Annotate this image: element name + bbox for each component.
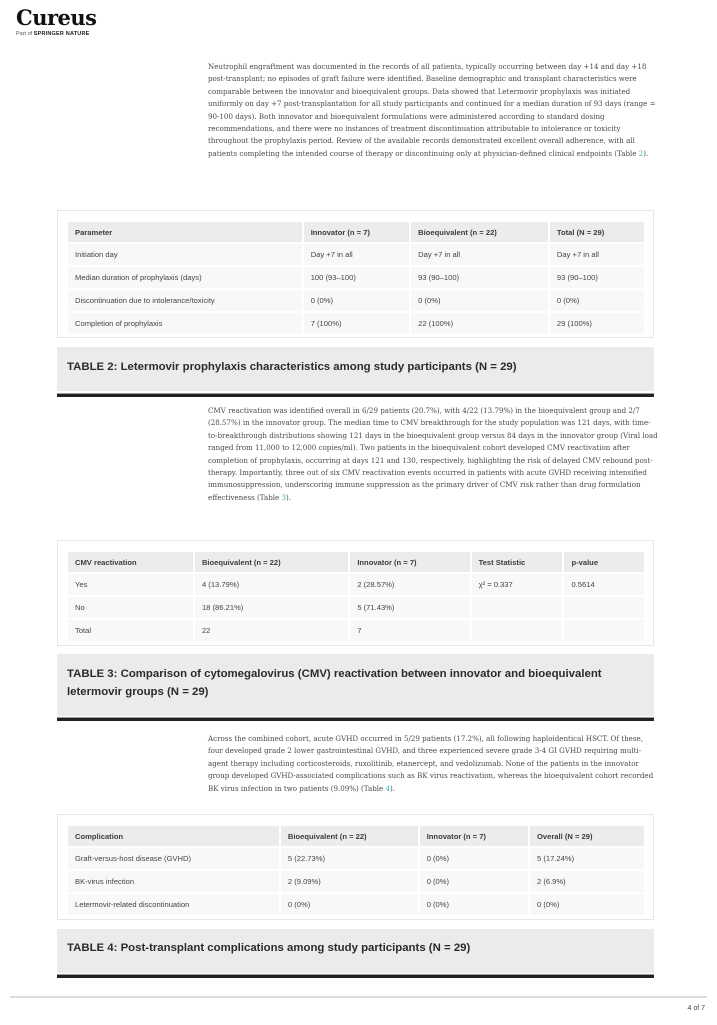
logo-sub-brand: SPRINGER NATURE (33, 31, 90, 37)
column-header: p-value (564, 552, 644, 572)
table-cell: 5 (22.73%) (281, 848, 418, 869)
footer-divider (10, 996, 707, 998)
table-3 (66, 550, 646, 643)
table-cell: Day +7 in all (411, 244, 548, 265)
table-cell: 2 (6.9%) (530, 871, 644, 892)
table-cell: 0 (0%) (530, 894, 644, 915)
caption-label: TABLE 3: (67, 668, 118, 680)
table-cell: 29 (100%) (550, 313, 644, 334)
table-row (68, 290, 644, 311)
table-4-card (57, 814, 654, 920)
cureus-logo (16, 6, 97, 37)
table-cell: 4 (13.79%) (195, 574, 348, 595)
table-4-caption (57, 929, 654, 973)
table-3-card (57, 540, 654, 646)
table-cell: 7 (100%) (304, 313, 409, 334)
table-cell: Letermovir-related discontinuation (68, 894, 279, 915)
table-row (68, 313, 644, 334)
caption-label: TABLE 2: (67, 361, 118, 373)
table-row (68, 597, 644, 618)
table-2 (66, 220, 646, 336)
table-cell: 22 (100%) (411, 313, 548, 334)
paragraph-tail: ). (286, 492, 292, 502)
table-row (68, 244, 644, 265)
table-cell: 22 (195, 620, 348, 641)
body-paragraph-1 (208, 61, 660, 160)
table-cell: 2 (28.57%) (350, 574, 469, 595)
column-header: Innovator (n = 7) (304, 222, 409, 242)
column-header: CMV reactivation (68, 552, 193, 572)
table-cell: 18 (86.21%) (195, 597, 348, 618)
table-2-card (57, 210, 654, 338)
caption-label: TABLE 4: (67, 942, 118, 954)
paragraph-text: Neutrophil engraftment was documented in the records of all patients, typically occurring between day +14 and day +18 post-transplant; no episodes of graft failure were identified. Baseline demographic and transplant characteristics were comparable between the innovator and bioequivalent groups. Data showed that Letermovir prophylaxis was initiated uniformly on day +7 post-transplantation for all study participants and continued for a median duration of 93 days (range = 90-100 days). Both innovator and bioequivalent formulations were administered according to standard dosing recommendations, and there were no instances of treatment discontinuation attributable to intolerance or toxicity throughout the prophylaxis period. Review of the available records demonstrated excellent overall adherence, with all patients completing the intended course of therapy or discontinuing only at physician-defined clinical endpoints (Table (208, 62, 656, 158)
column-header: Bioequivalent (n = 22) (281, 826, 418, 846)
table-header-row (68, 222, 644, 242)
table-reference-link[interactable]: 3 (281, 492, 286, 502)
table-cell: 7 (350, 620, 469, 641)
table-cell: Day +7 in all (304, 244, 409, 265)
caption-divider (57, 974, 654, 978)
table-cell (564, 620, 644, 641)
table-cell (472, 597, 563, 618)
column-header: Parameter (68, 222, 302, 242)
table-cell: Initiation day (68, 244, 302, 265)
column-header: Total (N = 29) (550, 222, 644, 242)
table-header-row (68, 826, 644, 846)
table-cell: Day +7 in all (550, 244, 644, 265)
table-row (68, 267, 644, 288)
table-row (68, 620, 644, 641)
table-cell: 0 (0%) (420, 894, 528, 915)
table-cell: 0 (0%) (420, 848, 528, 869)
table-cell (472, 620, 563, 641)
table-cell: 0.5614 (564, 574, 644, 595)
paragraph-tail: ). (643, 148, 649, 158)
table-reference-link[interactable]: 4 (385, 783, 390, 793)
body-paragraph-2 (208, 405, 660, 504)
table-reference-link[interactable]: 2 (638, 148, 644, 158)
caption-divider (57, 393, 654, 397)
column-header: Innovator (n = 7) (420, 826, 528, 846)
table-cell: 0 (0%) (411, 290, 548, 311)
body-paragraph-3 (208, 733, 660, 795)
table-3-caption (57, 654, 654, 716)
table-row (68, 574, 644, 595)
table-cell: 0 (0%) (420, 871, 528, 892)
paragraph-tail: ). (389, 783, 396, 793)
page-number: 4 of 7 (687, 1005, 705, 1012)
table-cell: 100 (93–100) (304, 267, 409, 288)
table-cell: Median duration of prophylaxis (days) (68, 267, 302, 288)
table-cell: No (68, 597, 193, 618)
caption-text: Post-transplant complications among study participants (N = 29) (117, 942, 471, 954)
caption-text: Letermovir prophylaxis characteristics among study participants (N = 29) (117, 361, 517, 373)
table-cell: 0 (0%) (550, 290, 644, 311)
caption-text: Comparison of cytomegalovirus (CMV) reactivation between innovator and bioequivalent letermovir groups (N = 29) (67, 668, 602, 698)
table-cell: χ² = 0.337 (472, 574, 563, 595)
table-cell: 0 (0%) (281, 894, 418, 915)
table-header-row (68, 552, 644, 572)
table-cell: BK-virus infection (68, 871, 279, 892)
table-4 (66, 824, 646, 917)
table-cell: Completion of prophylaxis (68, 313, 302, 334)
table-cell: Discontinuation due to intolerance/toxicity (68, 290, 302, 311)
table-cell: Graft-versus-host disease (GVHD) (68, 848, 279, 869)
column-header: Test Statistic (472, 552, 563, 572)
table-cell: Yes (68, 574, 193, 595)
column-header: Overall (N = 29) (530, 826, 644, 846)
paragraph-text: Across the combined cohort, acute GVHD occurred in 5/29 patients (17.2%), all following haploidentical HSCT. Of these, four developed grade 2 lower gastrointestinal GVHD, and three experienced severe grade 3-4 GI GVHD requiring multi-agent therapy including corticosteroids, ruxolitinib, etanercept, and vedolizumab. None of the patients in the innovator group developed GVHD-associated complications such as BK virus reactivation, whereas the bioequivalent cohort recorded BK virus infection in two patients (9.09%) (Table (208, 734, 654, 793)
table-cell: 5 (71.43%) (350, 597, 469, 618)
column-header: Bioequivalent (n = 22) (411, 222, 548, 242)
logo-subtitle (16, 31, 97, 37)
column-header: Innovator (n = 7) (350, 552, 469, 572)
table-cell: 2 (9.09%) (281, 871, 418, 892)
table-cell: 93 (90–100) (411, 267, 548, 288)
paragraph-text: CMV reactivation was identified overall in 6/29 patients (20.7%), with 4/22 (13.79%) in the bioequivalent group and 2/7 (28.57%) in the innovator group. The median time to CMV breakthrough for the study population was 121 days, with time-to-breakthrough distributions showing 121 days in the bioequivalent group versus 84 days in the innovator group (Viral load ranged from 11,000 to 12,000 copies/ml). Two patients in the bioequivalent cohort developed CMV reactivation after completion of prophylaxis, occurring at days 121 and 130, respectively, highlighting the risk of delayed CMV rebound post-therapy. Importantly, three out of six CMV reactivation events occurred in patients with acute GVHD receiving intensified immunosuppression, underscoring immune suppression as the primary driver of CMV risk rather than drug formulation effectiveness (Table (208, 406, 658, 502)
table-row (68, 894, 644, 915)
caption-divider (57, 717, 654, 721)
table-row (68, 848, 644, 869)
table-cell: 5 (17.24%) (530, 848, 644, 869)
table-cell: 93 (90–100) (550, 267, 644, 288)
column-header: Complication (68, 826, 279, 846)
table-cell (564, 597, 644, 618)
column-header: Bioequivalent (n = 22) (195, 552, 348, 572)
table-row (68, 871, 644, 892)
table-cell: Total (68, 620, 193, 641)
logo-wordmark: Cureus (16, 5, 97, 30)
table-cell: 0 (0%) (304, 290, 409, 311)
logo-sub-prefix: Part of (16, 31, 33, 37)
table-2-caption (57, 347, 654, 391)
